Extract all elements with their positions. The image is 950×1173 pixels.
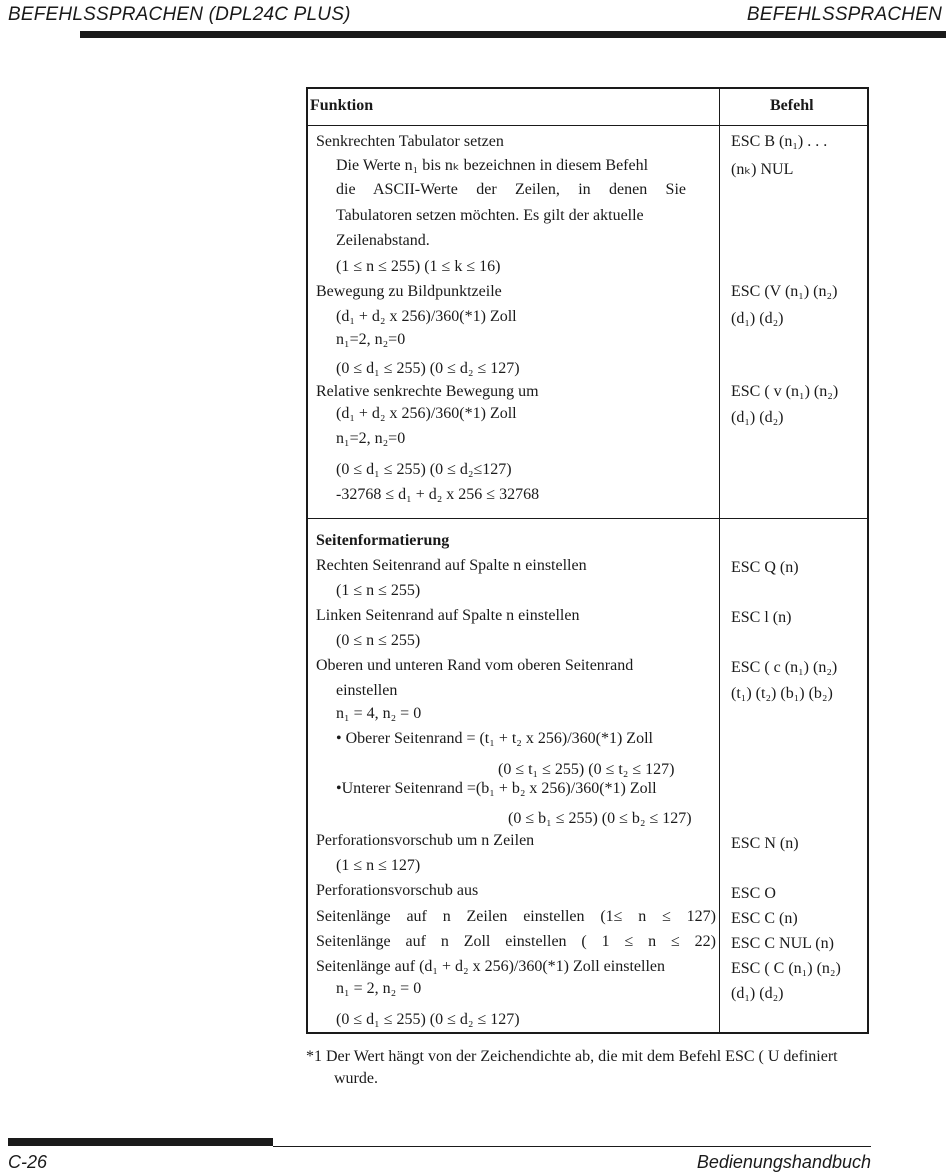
tb-n: n₁ = 4, n₂ = 0 (336, 705, 422, 722)
footer-title: Bedienungshandbuch (696, 1152, 871, 1172)
rel-n: n₁=2, n₂=0 (336, 430, 406, 447)
running-header-right: BEFEHLSSPRACHEN (746, 4, 942, 25)
footer-rule-thick (8, 1138, 273, 1146)
rel-range: (0 ≤ d₁ ≤ 255) (0 ≤ d₂≤127) (336, 461, 512, 478)
header-rule (80, 31, 946, 38)
command-table (306, 87, 869, 1034)
column-header-command: Befehl (770, 97, 814, 114)
footnote-line-2: wurde. (334, 1070, 378, 1087)
vtab-range: (1 ≤ n ≤ 255) (1 ≤ k ≤ 16) (336, 258, 501, 275)
vtab-desc-2: die ASCII-Werte der Zeilen, in denen Sie (336, 181, 686, 198)
rmargin-command: ESC Q (n) (731, 559, 799, 576)
len-lines-title: Seitenlänge auf n Zeilen einstellen (1≤ n ≤ 127) (316, 908, 716, 925)
perf-range: (1 ≤ n ≤ 127) (336, 857, 421, 874)
column-divider (719, 89, 720, 1032)
tb-bottom-formula: •Unterer Seitenrand =(b₁ + b₂ x 256)/360(*1) Zoll (336, 780, 657, 797)
tb-title-1: Oberen und unteren Rand vom oberen Seitenrand (316, 657, 634, 674)
header-row-divider (308, 125, 867, 126)
rel-title: Relative senkrechte Bewegung um (316, 383, 539, 400)
rel-command-1: ESC ( v (n₁) (n₂) (731, 383, 839, 400)
page-number: C-26 (8, 1152, 48, 1172)
vtab-title: Senkrechten Tabulator setzen (316, 133, 504, 150)
running-header-left: BEFEHLSSPRACHEN (DPL24C PLUS) (8, 4, 351, 25)
len-fine-command-2: (d₁) (d₂) (731, 985, 784, 1002)
move-formula: (d₁ + d₂ x 256)/360(*1) Zoll (336, 308, 517, 325)
perf-off-command: ESC O (731, 885, 776, 902)
column-header-function: Funktion (310, 97, 374, 114)
len-fine-command-1: ESC ( C (n₁) (n₂) (731, 960, 841, 977)
vtab-desc-4: Zeilenabstand. (336, 232, 430, 249)
len-fine-n: n₁ = 2, n₂ = 0 (336, 980, 422, 997)
footnote (306, 1046, 936, 1090)
move-range: (0 ≤ d₁ ≤ 255) (0 ≤ d₂ ≤ 127) (336, 360, 520, 377)
rel-range-2: -32768 ≤ d₁ + d₂ x 256 ≤ 32768 (336, 486, 540, 503)
vtab-desc-1: Die Werte n₁ bis nₖ bezeichnen in diesem Befehl (336, 157, 649, 174)
rmargin-range: (1 ≤ n ≤ 255) (336, 582, 421, 599)
vtab-desc-3: Tabulatoren setzen möchten. Es gilt der aktuelle (336, 207, 644, 224)
section-title: Seitenformatierung (316, 532, 450, 549)
footnote-line-1: *1 Der Wert hängt von der Zeichendichte ab, die mit dem Befehl ESC ( U definiert (306, 1048, 838, 1065)
rel-command-2: (d₁) (d₂) (731, 409, 784, 426)
tb-top-range: (0 ≤ t₁ ≤ 255) (0 ≤ t₂ ≤ 127) (498, 761, 675, 778)
move-command-2: (d₁) (d₂) (731, 310, 784, 327)
vtab-command-2: (nₖ) NUL (731, 161, 794, 178)
move-title: Bewegung zu Bildpunktzeile (316, 283, 502, 300)
len-fine-range: (0 ≤ d₁ ≤ 255) (0 ≤ d₂ ≤ 127) (336, 1011, 520, 1028)
perf-command: ESC N (n) (731, 835, 799, 852)
lmargin-range: (0 ≤ n ≤ 255) (336, 632, 421, 649)
rel-formula: (d₁ + d₂ x 256)/360(*1) Zoll (336, 405, 517, 422)
len-fine-title: Seitenlänge auf (d₁ + d₂ x 256)/360(*1) Zoll einstellen (316, 958, 665, 975)
rmargin-title: Rechten Seitenrand auf Spalte n einstellen (316, 557, 587, 574)
vtab-command-1: ESC B (n₁) . . . (731, 133, 828, 150)
perf-title: Perforationsvorschub um n Zeilen (316, 832, 535, 849)
lmargin-title: Linken Seitenrand auf Spalte n einstellen (316, 607, 580, 624)
tb-bottom-range: (0 ≤ b₁ ≤ 255) (0 ≤ b₂ ≤ 127) (508, 810, 692, 827)
tb-command-2: (t₁) (t₂) (b₁) (b₂) (731, 685, 833, 702)
move-n: n₁=2, n₂=0 (336, 331, 406, 348)
perf-off-title: Perforationsvorschub aus (316, 882, 479, 899)
len-inch-command: ESC C NUL (n) (731, 935, 834, 952)
len-lines-command: ESC C (n) (731, 910, 798, 927)
tb-top-formula: • Oberer Seitenrand = (t₁ + t₂ x 256)/360(*1) Zoll (336, 730, 653, 747)
move-command-1: ESC (V (n₁) (n₂) (731, 283, 838, 300)
section-divider (308, 518, 867, 519)
footer-rule-thin (273, 1146, 871, 1147)
len-inch-title: Seitenlänge auf n Zoll einstellen ( 1 ≤ n ≤ 22) (316, 933, 716, 950)
tb-title-2: einstellen (336, 682, 398, 699)
lmargin-command: ESC l (n) (731, 609, 792, 626)
tb-command-1: ESC ( c (n₁) (n₂) (731, 659, 838, 676)
